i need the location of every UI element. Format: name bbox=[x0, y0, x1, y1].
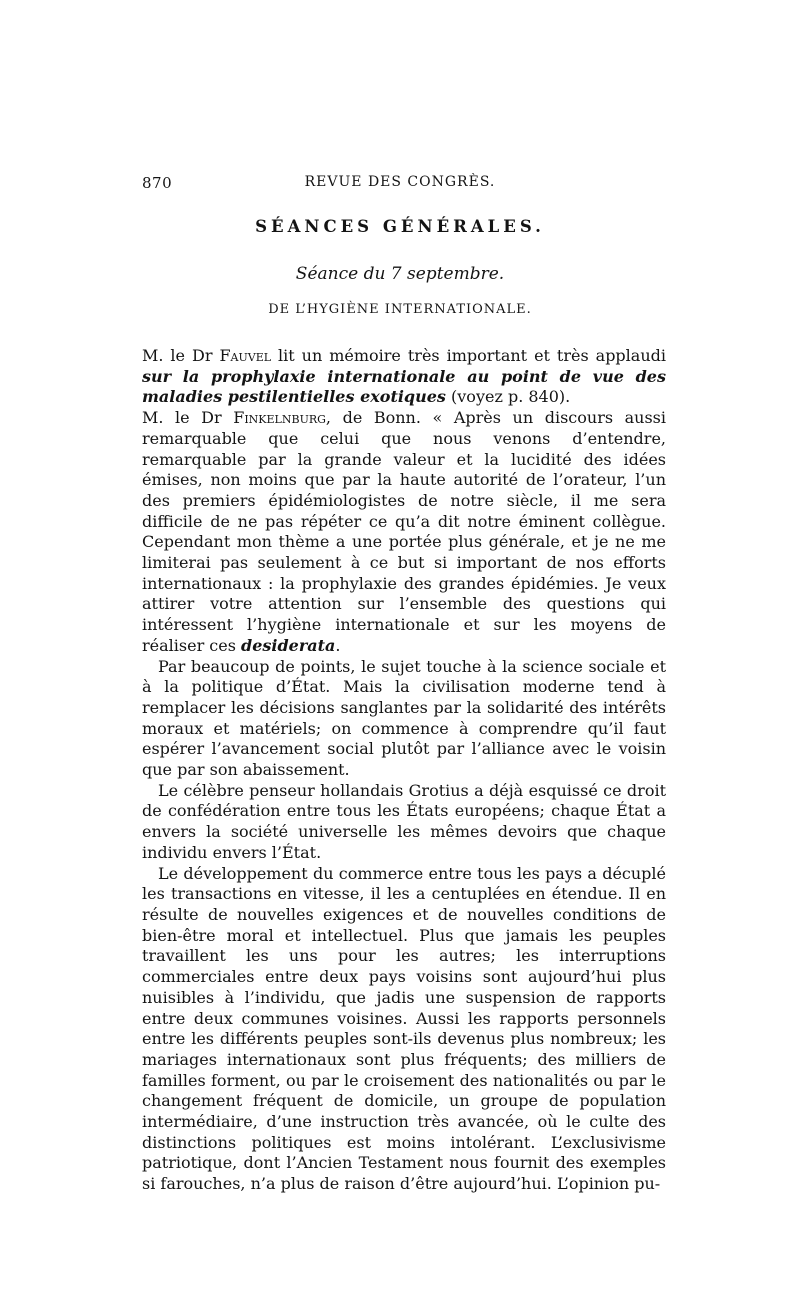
italic-term: desiderata bbox=[241, 635, 336, 655]
paragraph-text: (voyez p. 840). bbox=[445, 387, 571, 407]
body-text bbox=[142, 346, 666, 1195]
paragraph-finkelnburg bbox=[142, 408, 666, 656]
speaker-prefix: M. le Dr bbox=[142, 346, 220, 365]
speaker-name: Fauvel bbox=[219, 346, 272, 365]
paragraph-fauvel bbox=[142, 346, 666, 408]
paragraph-grotius: Le célèbre penseur hollandais Grotius a déjà esquissé ce droit de confédération entre tous les États européens; chaque État a envers la société universelle les mêmes devoirs que chaque individu envers l’État. bbox=[142, 780, 666, 862]
paragraph-commerce: Le développement du commerce entre tous les pays a décuplé les transactions en vitesse, il les a centuplées en étendue. Il en résulte de nouvelles exigences et de nouvelles conditions de bien-être moral et intellectuel. Plus que jamais les peuples travaillent les uns pour les autres; les interruptions commerciales entre deux pays voisins sont aujourd’hui plus nuisibles à l’individu, que jadis une suspension de rapports entre deux communes voisines. Aussi les rapports personnels entre les différents peuples sont-ils devenus plus nombreux; les mariages internationaux sont plus fréquents; des milliers de familles forment, ou par le croisement des nationalités ou par le changement fréquent de domicile, un groupe de population intermédiaire, d’une instruction très avancée, où le culte des distinctions politiques est moins intolérant. L’exclusivisme patriotique, dont l’Ancien Testament nous fournit des exemples si farouches, n’a plus de raison d’être aujourd’hui. L’opinion pu- bbox=[142, 863, 666, 1194]
running-header-title: REVUE DES CONGRÈS. bbox=[304, 174, 496, 190]
section-title: SÉANCES GÉNÉRALES. bbox=[255, 217, 545, 236]
paragraph-text: lit un mémoire très important et très applaudi bbox=[271, 346, 666, 365]
paragraph-text: . bbox=[335, 635, 341, 655]
paragraph-science-sociale: Par beaucoup de points, le sujet touche à la science sociale et à la politique d’État. Mais la civilisation moderne tend à remplacer les décisions sanglantes par la solidarité des intérêts moraux et matériels; on commence à comprendre qu’il faut espérer l’avancement social plutôt par l’alliance avec le voisin que par son abaissement. bbox=[142, 656, 666, 780]
memoir-title: sur la prophylaxie internationale au point de vue des maladies pestilentielles exotiques bbox=[142, 366, 666, 407]
speaker-name: Finkelnburg bbox=[233, 408, 326, 428]
subsection-title: DE L’HYGIÈNE INTERNATIONALE. bbox=[268, 302, 532, 317]
session-date-heading: Séance du 7 septembre. bbox=[295, 264, 505, 284]
page-number: 870 bbox=[142, 174, 173, 192]
paragraph-text: , de Bonn. « Après un discours aussi remarquable que celui que nous venons d’entendre, remarquable par la grande valeur et la lucidité des idées émises, non moins que par la haute autorité de l’orateur, l’un des premiers épidémiologistes de notre siècle, il me sera difficile de ne pas répéter ce qu’a dit notre éminent collègue. Cependant mon thème a une portée plus générale, et je ne me limiterai pas seulement à ce but si important de nos efforts internationaux : la prophylaxie des grandes épidémies. Je veux attirer votre attention sur l’ensemble des questions qui intéressent l’hygiène internationale et sur les moyens de réaliser ces bbox=[142, 408, 666, 655]
speaker-prefix: M. le Dr bbox=[142, 408, 234, 428]
